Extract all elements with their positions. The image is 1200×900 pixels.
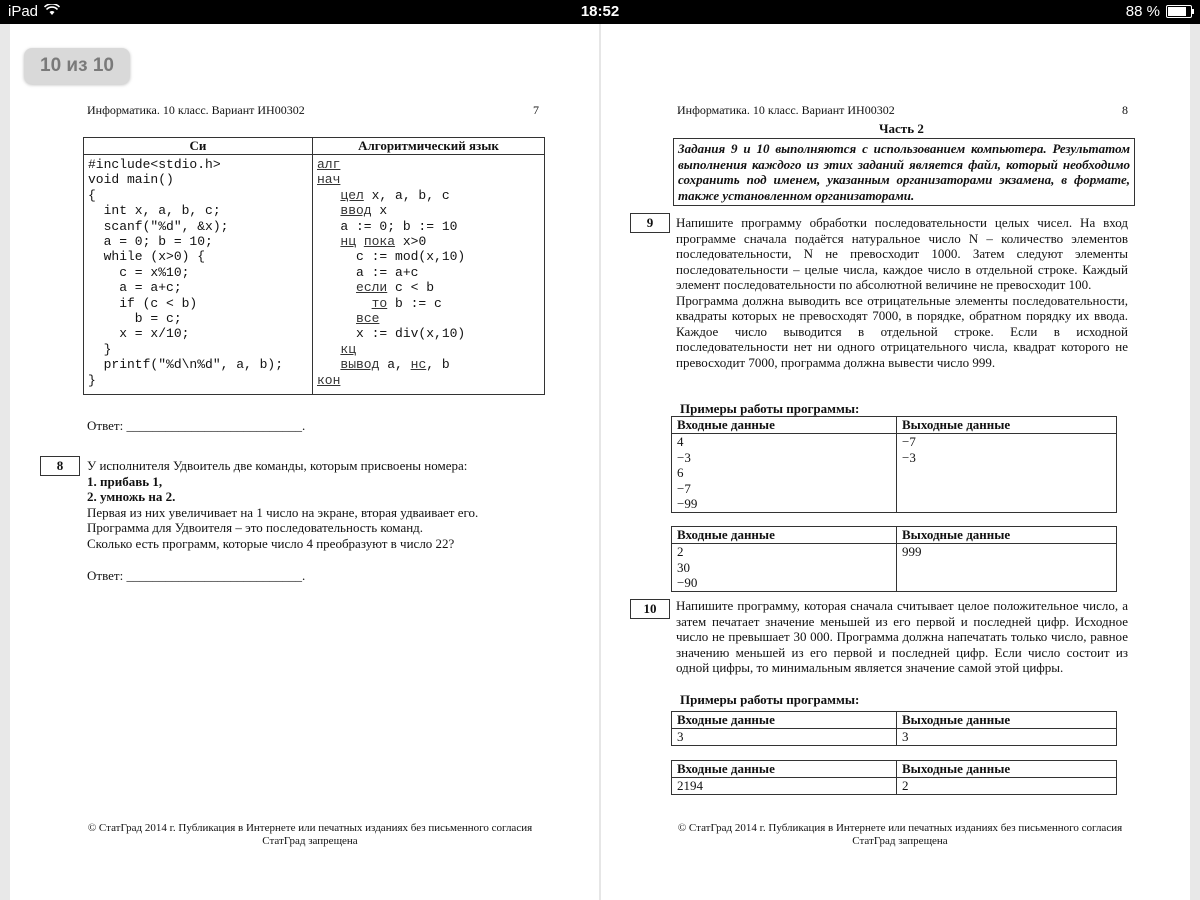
- page-footer: [60, 822, 560, 848]
- page-number: 8: [1122, 103, 1128, 117]
- input-header: Входные данные: [672, 712, 897, 729]
- example-table: [671, 760, 1117, 795]
- input-header: Входные данные: [672, 527, 897, 544]
- code-fragment: b := c: [387, 295, 442, 311]
- code-fragment: a,: [379, 357, 411, 373]
- page-counter[interactable]: 10 из 10: [24, 48, 130, 84]
- task-8-line: У исполнителя Удвоитель две команды, которым присвоены номера:: [87, 458, 468, 473]
- code-fragment: x>0: [395, 234, 427, 250]
- code-fragment: x := div(x,10): [317, 326, 466, 342]
- answer-line-7: Ответ: ___________________________.: [87, 418, 306, 433]
- task-number-10: 10: [630, 599, 670, 619]
- input-data: 3: [672, 729, 897, 746]
- output-header: Выходные данные: [897, 527, 1117, 544]
- code-table: [83, 137, 545, 395]
- task-9-paragraph: Напишите программу обработки последовательности целых чисел. На вход программе сначала подаётся натуральное число N – количество элементов последовательности, N не превосходит 1000. Затем следуют элементы последовательности – целые числа, каждое число в отдельной строке. Каждый элемент последовательности по абсолютной величине не превосходит 100.: [676, 215, 1128, 292]
- code-fragment: a := a+c: [317, 264, 419, 280]
- code-fragment: , b: [426, 357, 450, 373]
- output-header: Выходные данные: [897, 712, 1117, 729]
- task-8-line: Программа для Удвоителя – это последовательность команд.: [87, 520, 424, 535]
- code-fragment: a := 0; b := 10: [317, 218, 458, 234]
- output-header: Выходные данные: [897, 761, 1117, 778]
- column-header-algo: Алгоритмический язык: [313, 138, 545, 155]
- code-fragment: [317, 280, 356, 295]
- code-fragment: [317, 342, 340, 357]
- algo-code: [317, 157, 540, 388]
- code-fragment: [317, 296, 372, 311]
- keyword: цел: [340, 187, 364, 203]
- task-9-text: [676, 215, 1128, 370]
- output-data: 2: [897, 778, 1117, 795]
- keyword: нач: [317, 172, 341, 188]
- battery-icon: [1166, 5, 1192, 18]
- output-data: −7 −3: [897, 434, 1117, 513]
- keyword: кон: [317, 372, 341, 388]
- keyword: нц: [340, 234, 357, 250]
- task-10-text: Напишите программу, которая сначала считывает целое положительное число, а затем печатает значение меньшей из его первой и последней цифр. Исходное число не превышает 30 000. Программа должна напечатать только число, равное значению меньшей из его первой и последней цифр. Если число состоит из одной цифры, то минимальным является значение самой этой цифры.: [676, 598, 1128, 675]
- keyword: вывод: [340, 357, 380, 373]
- output-header: Выходные данные: [897, 417, 1117, 434]
- input-data: 4 −3 6 −7 −99: [672, 434, 897, 513]
- code-fragment: c < b: [387, 280, 435, 296]
- code-fragment: [356, 234, 364, 249]
- task-8-line: 2. умножь на 2.: [87, 489, 176, 504]
- task-9-paragraph: Программа должна выводить все отрицательные элементы последовательности, квадраты которых не превосходят 7000, в порядке, обратном порядку их ввода. Каждое число выводится в отдельной строке. Если в исходной последовательности нет ни одного отрицательного числа, квадрат которого не превосходит 7000, программа должна вывести число 999.: [676, 292, 1128, 370]
- output-data: 999: [897, 544, 1117, 592]
- examples-title: Примеры работы программы:: [680, 692, 860, 707]
- column-header-c: Си: [84, 138, 313, 155]
- footer-line-1: © СтатГрад 2014 г. Публикация в Интернете или печатных изданиях без письменного согласия: [677, 822, 1123, 834]
- notice-box: Задания 9 и 10 выполняются с использованием компьютера. Результатом выполнения каждого из этих заданий является файл, который необходимо сохранить под именем, указанным организаторами экзамена, в формате, также установленном организаторами.: [673, 138, 1135, 206]
- task-number-9: 9: [630, 213, 670, 233]
- code-fragment: [317, 234, 340, 249]
- keyword: ввод: [340, 203, 372, 219]
- code-fragment: [317, 357, 340, 372]
- keyword: то: [371, 295, 388, 311]
- part-title: Часть 2: [879, 121, 924, 136]
- input-header: Входные данные: [672, 761, 897, 778]
- answer-line-8: Ответ: ___________________________.: [87, 568, 306, 583]
- battery-percent: 88 %: [1125, 3, 1160, 20]
- example-table: [671, 526, 1117, 592]
- c-code: #include<stdio.h> void main() { int x, a, b, c; scanf("%d", &x); a = 0; b = 10; while (x>0) { c = x%10; a = a+c; if (c < b) b = c; x = x/10; } printf("%d\n%d", a, b); }: [88, 157, 284, 388]
- code-fragment: x, a, b, c: [363, 187, 450, 203]
- keyword: кц: [340, 341, 357, 357]
- clock: 18:52: [580, 3, 620, 20]
- keyword: алг: [317, 157, 341, 172]
- code-fragment: [317, 188, 340, 203]
- example-table: [671, 416, 1117, 513]
- keyword: все: [356, 311, 380, 327]
- keyword: нс: [410, 357, 427, 373]
- code-fragment: [317, 311, 356, 326]
- footer-line-2: СтатГрад запрещена: [852, 835, 948, 847]
- status-bar: [0, 0, 1200, 24]
- page-footer: [650, 822, 1150, 848]
- input-data: 2194: [672, 778, 897, 795]
- left-margin: [0, 24, 10, 900]
- task-number-8: 8: [40, 456, 80, 476]
- output-data: 3: [897, 729, 1117, 746]
- input-data: 2 30 −90: [672, 544, 897, 592]
- page-header: Информатика. 10 класс. Вариант ИН00302: [87, 103, 305, 117]
- code-fragment: x: [371, 203, 388, 219]
- task-8-line: Сколько есть программ, которые число 4 преобразуют в число 22?: [87, 535, 455, 551]
- code-fragment: c := mod(x,10): [317, 249, 466, 265]
- keyword: пока: [363, 234, 396, 250]
- code-fragment: [317, 203, 340, 218]
- device-label: iPad: [8, 3, 39, 20]
- input-header: Входные данные: [672, 417, 897, 434]
- task-8-line: Первая из них увеличивает на 1 число на экране, вторая удваивает его.: [87, 504, 479, 520]
- page-number: 7: [533, 103, 539, 117]
- page-header: Информатика. 10 класс. Вариант ИН00302: [677, 103, 895, 117]
- task-8-line: 1. прибавь 1,: [87, 473, 163, 489]
- example-table: [671, 711, 1117, 746]
- page-divider: [599, 24, 601, 900]
- footer-line-1: © СтатГрад 2014 г. Публикация в Интернете или печатных изданиях без письменного согласия: [87, 822, 533, 834]
- right-margin: [1190, 24, 1200, 900]
- footer-line-2: СтатГрад запрещена: [262, 835, 358, 847]
- task-8-text: [87, 458, 557, 551]
- keyword: если: [356, 280, 388, 296]
- examples-title: Примеры работы программы:: [680, 401, 860, 416]
